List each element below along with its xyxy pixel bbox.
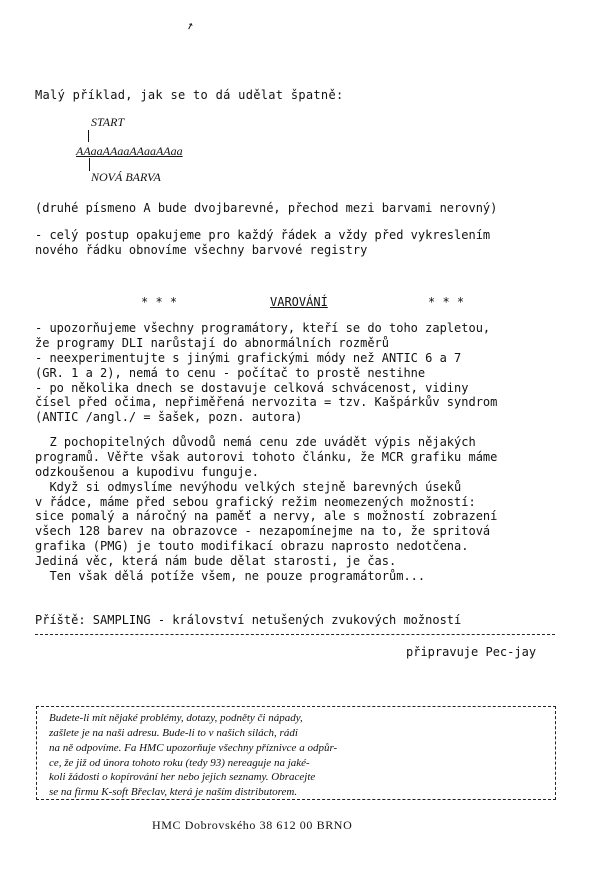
warning-stars-left: * * *	[141, 295, 178, 309]
warning-heading	[0, 295, 600, 313]
paragraph-two: - celý postup opakujeme pro každý řádek a vždy před vykreslením nového řádku obnovíme všechny barvové registry	[35, 228, 491, 257]
notice-line: na ně odpovíme. Fa HMC upozorňuje všechny příznivce a odpůr-	[49, 741, 338, 754]
separator	[35, 634, 555, 635]
paragraph-one: (druhé písmeno A bude dvojbarevné, přechod mezi barvami nerovný)	[35, 201, 498, 215]
diagram-letters: AAaaAAaaAAaaAAaa	[76, 144, 183, 158]
scribble-mark: ↗	[184, 17, 196, 33]
notice-line: Budete-li mít nějaké problémy, dotazy, podněty či nápady,	[49, 712, 303, 724]
warning-title: VAROVÁNÍ	[270, 295, 328, 309]
author-line: připravuje Pec-jay	[406, 645, 537, 659]
body-text: Z pochopitelných důvodů nemá cenu zde uvádět výpis nějakých programů. Věřte však autorovi tohoto článku, že MCR grafiku máme odzkoušenou a kupodivu funguje. Když si odmyslíme nevýhodu velkých stejně barevných úseků v řádce, máme před sebou grafický režim neomezených možností: sice pomalý a náročný na paměť a nervy, ale s možností zobrazení všech 128 barev na obrazovce - nezapomínejme na to, že spritová grafika (PMG) je touto modifikací obrazu naprosto nedotčena. Jediná věc, která nám bude dělat starosti, je čas. Ten však dělá potíže všem, ne pouze programátorům...	[35, 435, 498, 583]
warning-stars-right: * * *	[428, 295, 465, 309]
diagram-start-label: START	[91, 115, 125, 129]
notice-line: se na firmu K-soft Břeclav, která je naším distributorem.	[49, 786, 298, 799]
notice-line: ce, že již od února tohoto roku (tedy 93) nereaguje na jaké-	[49, 756, 310, 769]
notice-line: koli žádosti o kopírování her nebo jejich seznamy. Obracejte	[49, 771, 316, 784]
warning-text: - upozorňujeme všechny programátory, kteří se do toho zapletou, že programy DLI narůstají do abnormálních rozměrů - neexperimentujte s jinými grafickými módy než ANTIC 6 a 7 (GR. 1 a 2), nemá to cenu - počítač to prostě nestihne - po několika dnech se dostavuje celková schvácenost, vidiny čísel před očima, nepřiměřená nervozita = tzv. Kašpárkův syndrom (ANTIC /angl./ = šašek, pozn. autora)	[35, 321, 498, 425]
notice-line: zašlete je na naši adresu. Bude-li to v našich silách, rádi	[49, 726, 298, 739]
notice-box	[36, 706, 556, 800]
diagram-line-top	[88, 130, 89, 142]
next-issue: Příště: SAMPLING - království netušených zvukových možností	[35, 613, 462, 627]
address-line: HMC Dobrovského 38 612 00 BRNO	[152, 818, 353, 832]
intro-line: Malý příklad, jak se to dá udělat špatně:	[35, 88, 344, 102]
diagram-end-label: NOVÁ BARVA	[91, 170, 161, 184]
diagram-line-bottom	[89, 158, 90, 171]
